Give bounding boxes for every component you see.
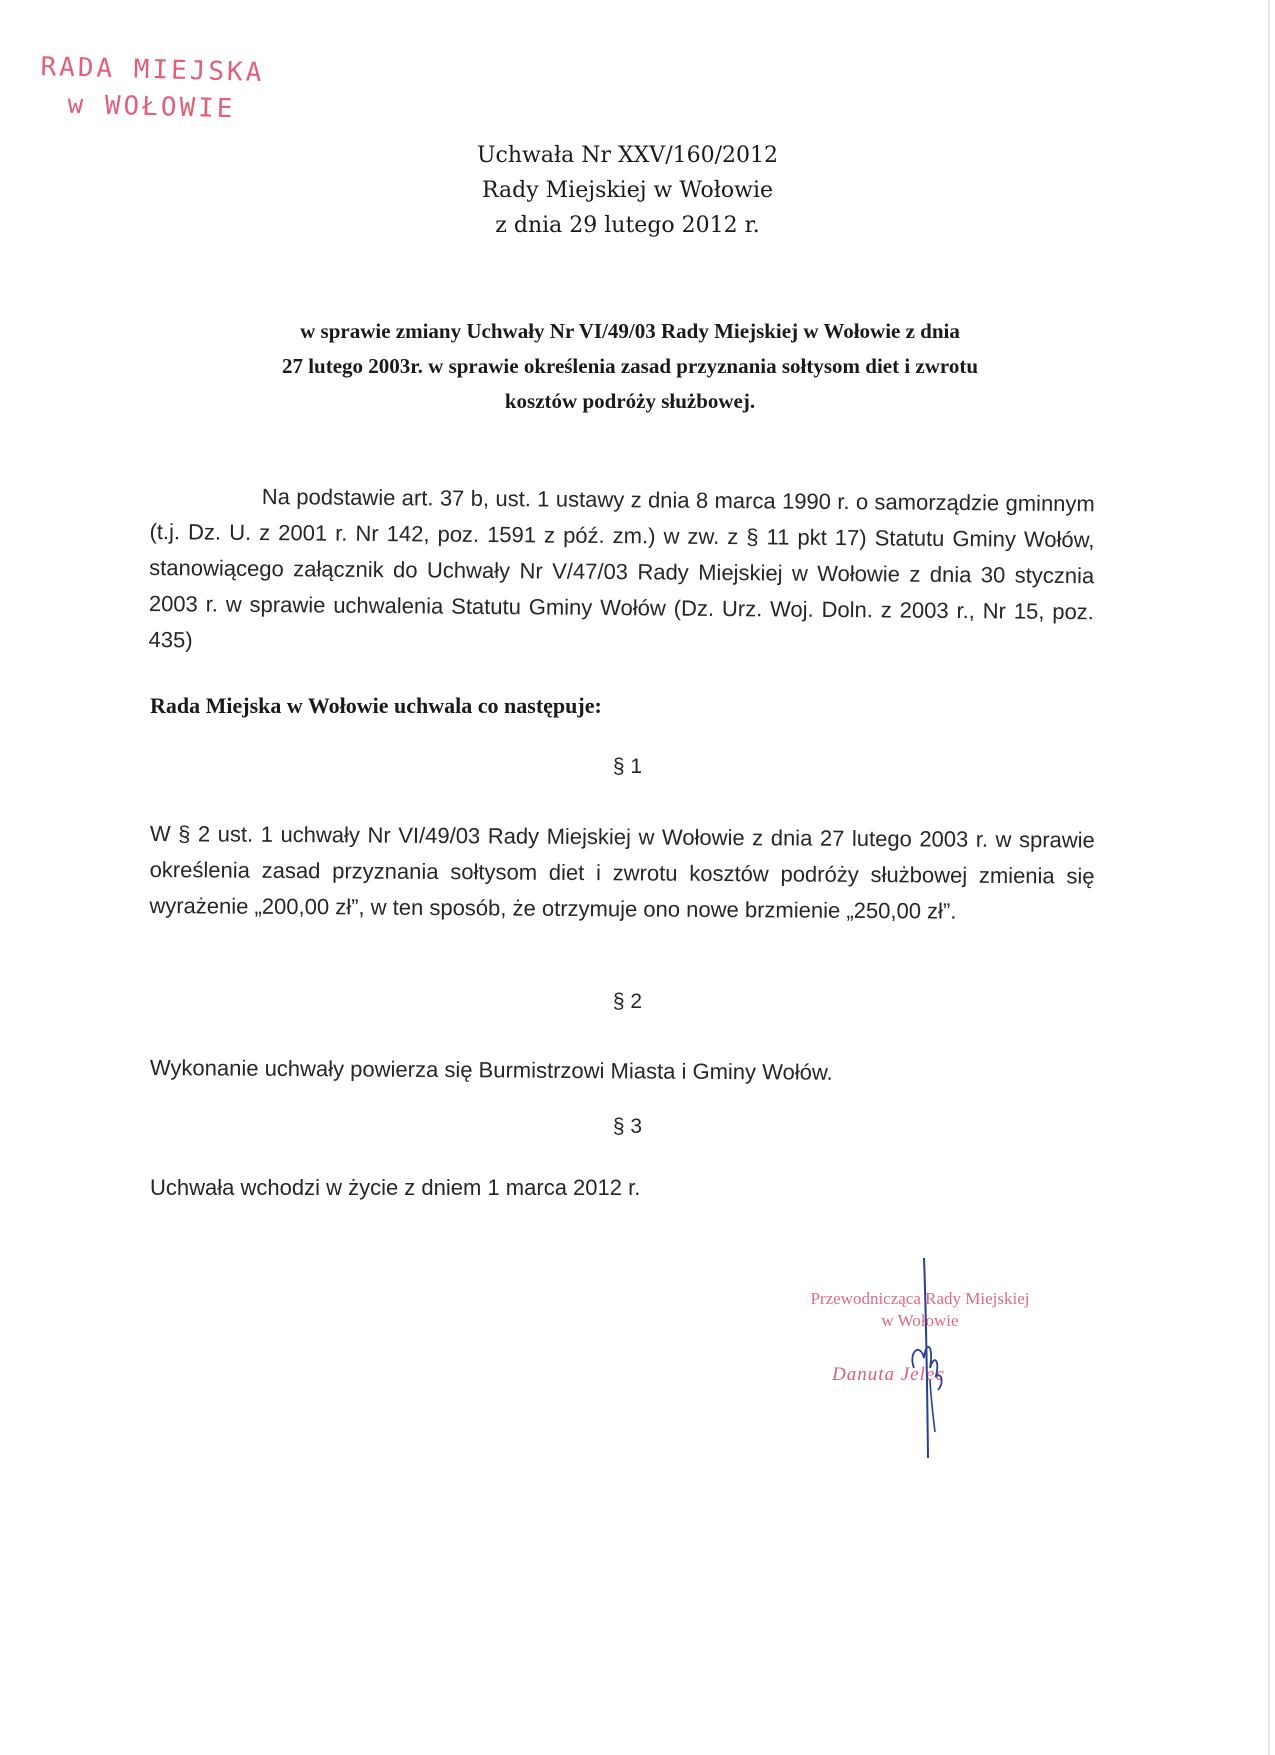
section-1-text: W § 2 ust. 1 uchwały Nr VI/49/03 Rady Miejskiej w Wołowie z dnia 27 lutego 2003 r. w sprawie określenia zasad przyznania sołtysom diet i zwrotu kosztów podróży służbowej zmienia się wyrażenie „200,00 zł”, w ten sposób, że otrzymuje ono nowe brzmienie „250,00 zł”. [149,820,1095,924]
resolution-subject [160,314,1100,419]
handwritten-signature [900,1250,980,1470]
section-1-mark: § 1 [612,755,643,778]
section-3-text: Uchwała wchodzi w życie z dniem 1 marca 2012 r. [150,1175,641,1200]
council-stamp [39,49,265,129]
title-number: Uchwała Nr XXV/160/2012 [477,143,778,168]
section-3-mark: § 3 [612,1115,643,1138]
decision-heading: Rada Miejska w Wołowie uchwala co następuje: [150,693,602,718]
chairwoman-title: Przewodnicząca Rady Miejskiej [810,1289,1030,1308]
title-body: Rady Miejskiej w Wołowie [481,178,774,203]
subject-line-1: w sprawie zmiany Uchwały Nr VI/49/03 Rady Miejskiej w Wołowie z dnia [300,319,960,343]
resolution-title [0,138,1255,243]
legal-basis-paragraph: Na podstawie art. 37 b, ust. 1 ustawy z dnia 8 marca 1990 r. o samorządzie gminnym (t.j. Dz. U. z 2001 r. Nr 142, poz. 1591 z póź. zm.) w zw. z § 11 pkt 17) Statutu Gminy Wołów, stanowiącego załącznik do Uchwały Nr V/47/03 Rady Miejskiej w Wołowie z dnia 30 stycznia 2003 r. w sprawie uchwalenia Statutu Gminy Wołów (Dz. Urz. Woj. Doln. z 2003 r., Nr 15, poz. 435) [148,483,1095,653]
subject-line-2: 27 lutego 2003r. w sprawie określenia zasad przyznania sołtysom diet i zwrotu [281,354,979,378]
subject-line-3: kosztów podróży służbowej. [504,389,756,413]
chairwoman-name: Danuta Jelec [832,1364,945,1385]
stamp-line-2: w WOŁOWIE [67,89,236,125]
stamp-line-1: RADA MIEJSKA [40,52,265,88]
section-2-text: Wykonanie uchwały powierza się Burmistrzowi Miasta i Gminy Wołów. [149,1054,833,1085]
chairwoman-council: w Wołowie [881,1311,959,1330]
section-2-mark: § 2 [612,990,643,1013]
title-date: z dnia 29 lutego 2012 r. [495,213,760,238]
